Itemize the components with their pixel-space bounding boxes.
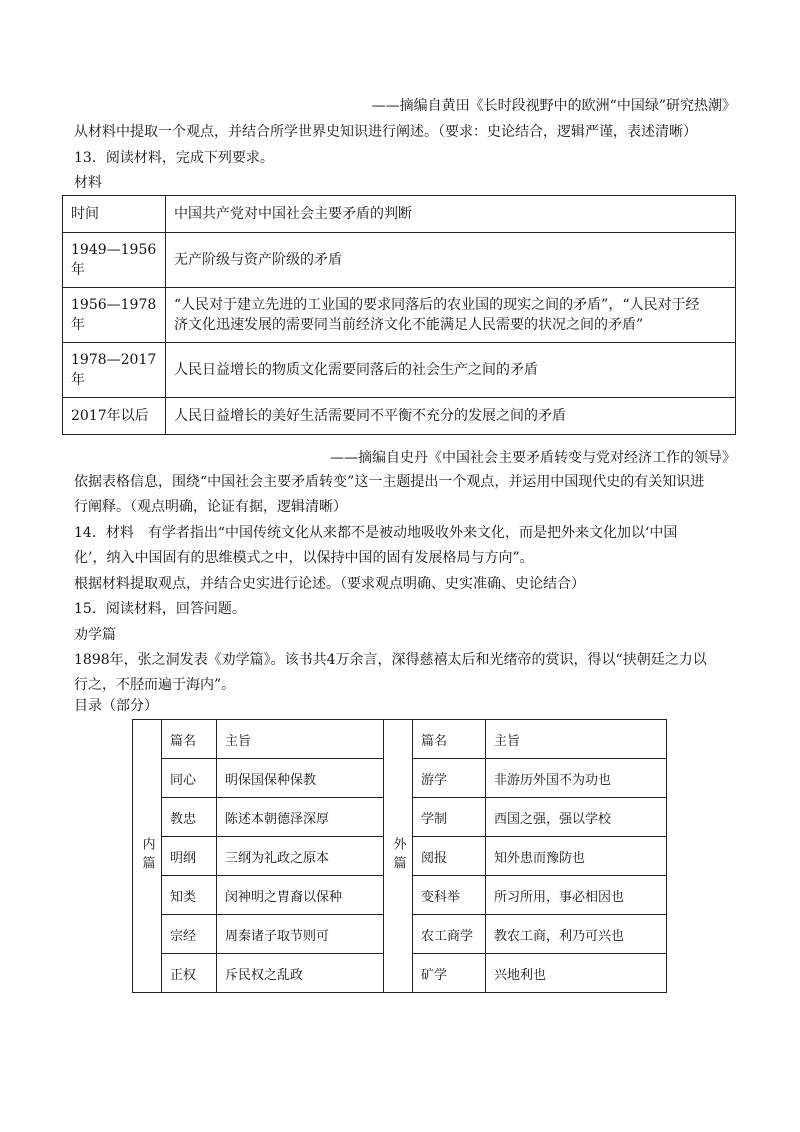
col-name-header: 篇名 — [162, 720, 217, 759]
inner-name: 正权 — [162, 954, 217, 993]
q13-prompt-line1: 依据表格信息，围绕“中国社会主要矛盾转变”这一主题提出一个观点，并运用中国现代史的有关知识进 — [74, 474, 705, 490]
inner-theme: 明保国保种保教 — [217, 759, 384, 798]
row-judgement-line: 济文化迅速发展的需要同当前经济文化不能满足人民需要的状况之间的矛盾” — [174, 317, 644, 333]
inner-name: 宗经 — [162, 915, 217, 954]
row-judgement: 无产阶级与资产阶级的矛盾 — [166, 233, 736, 288]
col-theme-header: 主旨 — [217, 720, 384, 759]
outer-theme: 非游历外国不为功也 — [486, 759, 667, 798]
col-name-header: 篇名 — [413, 720, 486, 759]
col-theme-header: 主旨 — [486, 720, 667, 759]
q15-subtitle: 劝学篇 — [74, 627, 116, 643]
q13-title: 13．阅读材料，完成下列要求。 — [74, 150, 274, 166]
row-period: 2017年以后 — [63, 398, 166, 435]
table-row — [63, 343, 736, 398]
inner-name: 教忠 — [162, 798, 217, 837]
row-judgement: 人民日益增长的物质文化需要同落后的社会生产之间的矛盾 — [166, 343, 736, 398]
row-judgement — [166, 288, 736, 343]
inner-theme: 斥民权之乱政 — [217, 954, 384, 993]
inner-name: 知类 — [162, 876, 217, 915]
q15-toc-label: 目录（部分） — [74, 698, 158, 714]
outer-name: 学制 — [413, 798, 486, 837]
outer-theme: 西国之强，强以学校 — [486, 798, 667, 837]
outer-name: 农工商学 — [413, 915, 486, 954]
q15-text-line2: 行之，不胫而遍于海内”。 — [74, 677, 236, 693]
outer-name: 游学 — [413, 759, 486, 798]
row-period: 1956—1978年 — [63, 288, 166, 343]
q14-line2: 化’，纳入中国固有的思维模式之中，以保持中国的固有发展格局与方向”。 — [74, 550, 534, 566]
inner-theme: 陈述本朝德泽深厚 — [217, 798, 384, 837]
q15-title: 15．阅读材料，回答问题。 — [74, 601, 246, 617]
table-row — [133, 720, 667, 759]
q15-text-line1: 1898年，张之洞发表《劝学篇》。该书共4万余言，深得慈禧太后和光绪帝的赏识，得以“挟朝廷之力以 — [74, 652, 707, 668]
inner-name: 同心 — [162, 759, 217, 798]
q14-prompt: 根据材料提取观点，并结合史实进行论述。（要求观点明确、史实准确、史论结合） — [74, 576, 585, 592]
inner-section-label: 内篇 — [133, 720, 162, 993]
inner-theme: 周秦诸子取节则可 — [217, 915, 384, 954]
outer-theme: 知外患而豫防也 — [486, 837, 667, 876]
outer-theme: 所习所用，事必相因也 — [486, 876, 667, 915]
table-row — [63, 398, 736, 435]
table-row — [63, 288, 736, 343]
outer-name: 矿学 — [413, 954, 486, 993]
inner-name: 明纲 — [162, 837, 217, 876]
q13-material-label: 材料 — [74, 175, 102, 191]
q12-source: ——摘编自黄田《长时段视野中的欧洲“中国绿”研究热潮》 — [371, 98, 736, 114]
header-period: 时间 — [63, 196, 166, 233]
toc-table — [132, 719, 667, 993]
outer-section-label: 外篇 — [384, 720, 413, 993]
q13-table — [62, 195, 736, 435]
outer-theme: 教农工商，利乃可兴也 — [486, 915, 667, 954]
table-row — [63, 233, 736, 288]
inner-theme: 三纲为礼政之原本 — [217, 837, 384, 876]
inner-theme: 闵神明之胄裔以保种 — [217, 876, 384, 915]
q12-prompt: 从材料中提取一个观点，并结合所学世界史知识进行阐述。（要求：史论结合，逻辑严谨，表述清晰） — [74, 124, 697, 140]
outer-name: 变科举 — [413, 876, 486, 915]
row-period: 1978—2017年 — [63, 343, 166, 398]
row-period: 1949—1956年 — [63, 233, 166, 288]
q14-line1: 14．材料 有学者指出“中国传统文化从来都不是被动地吸收外来文化，而是把外来文化加以‘中国 — [74, 525, 678, 541]
q13-source: ——摘编自史丹《中国社会主要矛盾转变与党对经济工作的领导》 — [330, 450, 736, 466]
table-header-row — [63, 196, 736, 233]
outer-name: 阅报 — [413, 837, 486, 876]
header-judgement: 中国共产党对中国社会主要矛盾的判断 — [166, 196, 736, 233]
row-judgement-line: “人民对于建立先进的工业国的要求同落后的农业国的现实之间的矛盾”，“人民对于经 — [174, 297, 700, 313]
row-judgement: 人民日益增长的美好生活需要同不平衡不充分的发展之间的矛盾 — [166, 398, 736, 435]
outer-theme: 兴地利也 — [486, 954, 667, 993]
q13-prompt-line2: 行阐释。（观点明确，论证有据，逻辑清晰） — [74, 499, 347, 515]
